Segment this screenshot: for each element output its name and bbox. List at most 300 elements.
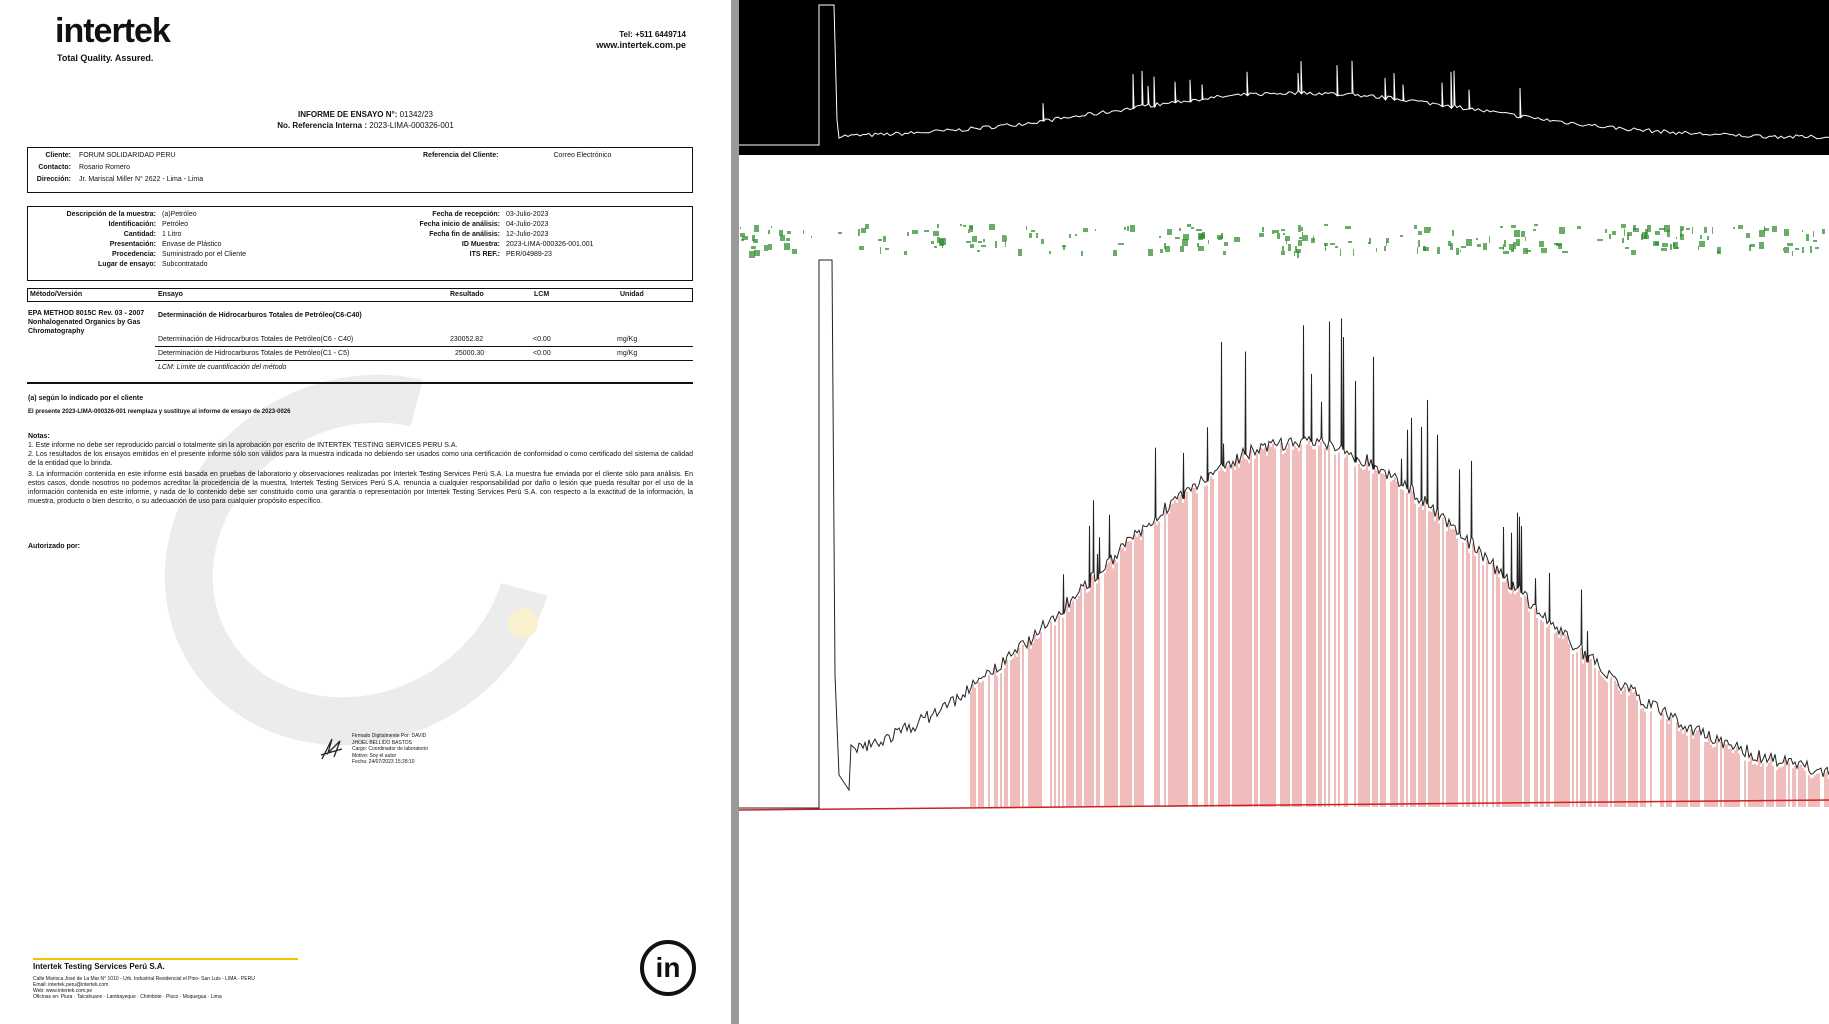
- peak-label-mark: [838, 232, 842, 234]
- peak-label-mark: [968, 229, 970, 233]
- peak-label-mark: [1234, 237, 1240, 242]
- peak-label-mark: [1069, 234, 1071, 238]
- peak-label-mark: [1667, 230, 1670, 237]
- sample-field-label: ID Muestra:: [461, 241, 500, 248]
- peak-label-mark: [1686, 228, 1690, 230]
- peak-label-mark: [1335, 246, 1338, 248]
- peak-label-mark: [1002, 235, 1006, 242]
- table-bottom-rule: [27, 382, 693, 384]
- peak-label-mark: [1813, 231, 1814, 237]
- footer-address: Calle Marisca José de La Mar N° 1010 - Urb. Industrial Residencial el Pino- San Luis - LIMA - PERU: [33, 976, 255, 982]
- footer-offices: Oficinas en: Piura · Talcahuano · Lambayeque · Chimbote · Pisco · Moquegua · Lima: [33, 994, 222, 1000]
- report-number-value: 01342/23: [399, 110, 433, 119]
- peak-label-mark: [970, 244, 974, 248]
- method-cell: EPA METHOD 8015C Rev. 03 - 2007 Nonhalogenated Organics by Gas Chromatography: [28, 310, 145, 335]
- intertek-logo: intertek: [55, 12, 170, 50]
- results-table-header: [27, 288, 693, 302]
- peak-label-mark: [1541, 248, 1547, 253]
- peak-label-mark: [878, 239, 882, 241]
- peak-label-mark: [937, 224, 939, 228]
- result-row-2-lcm: <0.00: [533, 350, 551, 357]
- peak-label-mark: [740, 227, 741, 229]
- peak-label-mark: [1196, 229, 1202, 231]
- peak-label-mark: [1700, 235, 1702, 239]
- peak-label-mark: [787, 231, 791, 234]
- peak-label-mark: [963, 225, 966, 227]
- peak-label-mark: [1461, 246, 1466, 248]
- sample-field: [31, 240, 222, 249]
- sample-field-value: Envase de Plástico: [162, 241, 222, 248]
- peak-label-mark: [1662, 243, 1668, 247]
- peak-label-mark: [1130, 225, 1135, 232]
- peak-label-mark: [1345, 226, 1351, 229]
- watermark-dot: [508, 608, 538, 638]
- peak-label-mark: [1414, 225, 1417, 229]
- peak-label-mark: [1746, 233, 1750, 238]
- peak-label-mark: [771, 226, 772, 228]
- peak-fill-group: [971, 441, 1829, 807]
- peak-label-mark: [1559, 227, 1565, 234]
- sample-field-label: Procedencia:: [112, 251, 156, 258]
- peak-label-mark: [858, 229, 860, 236]
- peak-label-mark: [1661, 248, 1667, 251]
- peak-label-mark: [1483, 243, 1487, 250]
- address-value: Jr. Mariscal Miller N° 2622 - Lima - Lima: [79, 176, 204, 183]
- table-rule: [155, 346, 693, 347]
- signature-line: Motivo: Soy el autor: [352, 752, 397, 759]
- peak-label-mark: [1418, 240, 1420, 247]
- peak-label-mark: [1539, 241, 1544, 247]
- signature-line: Firmado Digitalmente Por: DAVID: [352, 733, 427, 739]
- col-header-unit: Unidad: [620, 291, 644, 298]
- sample-field-label: Fecha inicio de análisis:: [419, 221, 500, 228]
- peak-label-mark: [907, 232, 909, 236]
- peak-label-mark: [1533, 229, 1536, 231]
- peak-label-mark: [768, 230, 770, 234]
- peak-label-mark: [1653, 241, 1659, 246]
- peak-label-mark: [1521, 231, 1525, 237]
- internal-reference-value: 2023-LIMA-000326-001: [369, 121, 454, 130]
- peak-label-mark: [977, 250, 980, 252]
- peak-label-mark: [1622, 238, 1624, 243]
- peak-label-mark: [1503, 251, 1509, 254]
- peak-label-mark: [1692, 227, 1693, 234]
- peak-label-mark: [1787, 243, 1793, 246]
- peak-label-mark: [1006, 236, 1007, 241]
- baseline: [739, 800, 1829, 810]
- peak-label-mark: [1417, 247, 1418, 254]
- peak-label-mark: [780, 235, 785, 241]
- peak-label-mark: [1477, 244, 1481, 247]
- peak-label-mark: [1625, 247, 1629, 249]
- peak-label-mark: [1460, 250, 1461, 252]
- signature-line: JHOEL BELLIDO BASTOS: [352, 739, 413, 746]
- peak-label-mark: [1452, 230, 1454, 236]
- peak-label-mark: [1675, 247, 1679, 249]
- client-ref-label: Referencia del Cliente:: [423, 152, 499, 159]
- footer-web: Web: www.intertek.com.pe: [33, 988, 93, 994]
- sample-field: [358, 250, 552, 259]
- peak-label-mark: [1083, 228, 1088, 232]
- peak-label-mark: [1179, 228, 1181, 231]
- peak-label-mark: [1511, 249, 1514, 252]
- chromatogram-main: [739, 255, 1829, 835]
- peak-label-mark: [983, 239, 985, 242]
- peak-label-mark: [1534, 224, 1538, 226]
- sample-field-label: Fecha de recepción:: [432, 211, 500, 218]
- peak-label-mark: [1330, 243, 1335, 245]
- chromatogram-page: [739, 0, 1829, 1024]
- peak-label-mark: [978, 241, 982, 243]
- peak-label-mark: [1159, 236, 1161, 238]
- note-1: 1. Este informe no debe ser reproducido parcial o totalmente sin la aprobación por escrito de INTERTEK TESTING SERVICES PERU S.A.: [28, 442, 458, 449]
- peak-label-mark: [1075, 234, 1077, 236]
- peak-label-mark: [1815, 247, 1819, 249]
- peak-label-mark: [1698, 246, 1699, 250]
- peak-label-mark: [1324, 224, 1328, 226]
- col-header-result: Resultado: [450, 291, 484, 298]
- peak-label-mark: [1285, 236, 1290, 241]
- peak-label-mark: [1633, 228, 1639, 232]
- peak-label-mark: [1676, 237, 1677, 239]
- peak-label-mark: [934, 246, 937, 248]
- peak-label-mark: [1191, 227, 1194, 229]
- peak-label-mark: [1198, 233, 1203, 240]
- peak-label-mark: [931, 241, 934, 244]
- peak-label-mark: [1624, 229, 1625, 236]
- peak-label-mark: [803, 230, 804, 234]
- client-value: FORUM SOLIDARIDAD PERU: [79, 152, 176, 159]
- col-header-test: Ensayo: [158, 291, 183, 298]
- sample-field-value: 12-Julio-2023: [506, 231, 549, 238]
- notes-title: Notas:: [28, 433, 50, 440]
- peak-label-mark: [1029, 233, 1032, 238]
- peak-label-mark: [1813, 240, 1817, 242]
- peak-label-mark: [1514, 230, 1520, 237]
- peak-label-mark: [792, 249, 797, 254]
- page-gutter: [731, 0, 739, 1024]
- peak-label-mark: [1175, 237, 1180, 239]
- sample-field-label: ITS REF.:: [469, 251, 500, 258]
- peak-label-mark: [1605, 229, 1607, 233]
- peak-label-mark: [1525, 237, 1526, 241]
- peak-label-mark: [1511, 225, 1516, 228]
- peak-label-mark: [1282, 246, 1284, 251]
- sample-field: [358, 230, 548, 239]
- chromatogram-overview: [739, 0, 1829, 155]
- contact-value: Rosario Romero: [79, 164, 130, 171]
- footer-company: Intertek Testing Services Perú S.A.: [33, 962, 165, 971]
- peak-label-mark: [1272, 230, 1274, 234]
- peak-label-mark: [1597, 239, 1603, 241]
- internal-reference: [0, 121, 731, 130]
- client-note: (a) según lo indicado por el cliente: [28, 395, 144, 402]
- peak-label-mark: [1160, 249, 1163, 253]
- peak-label-mark: [1500, 226, 1503, 228]
- peak-label-mark: [1489, 236, 1490, 243]
- peak-label-mark: [1283, 233, 1285, 235]
- peak-label-mark: [1704, 227, 1707, 233]
- peak-label-mark: [966, 241, 971, 243]
- peak-label-mark: [1124, 227, 1126, 230]
- peak-label-mark: [1558, 244, 1562, 249]
- logo-tagline: Total Quality. Assured.: [57, 53, 154, 63]
- peak-label-mark: [1384, 246, 1386, 251]
- peak-label-mark: [1772, 226, 1777, 232]
- sample-field-label: Fecha fin de análisis:: [429, 231, 500, 238]
- peak-label-mark: [754, 225, 759, 232]
- peak-label-mark: [970, 226, 973, 232]
- peak-label-mark: [859, 246, 864, 250]
- peak-label-mark: [1386, 241, 1387, 246]
- peak-label-mark: [1655, 231, 1660, 235]
- peak-label-mark: [1262, 227, 1264, 232]
- overview-trace-path: [739, 5, 1829, 145]
- table-rule: [155, 360, 693, 361]
- peak-label-mark: [1784, 247, 1789, 253]
- peak-label-mark: [883, 236, 886, 242]
- sample-field-label: Lugar de ensayo:: [98, 261, 156, 268]
- peak-label-mark: [1516, 239, 1520, 246]
- peak-label-mark: [995, 241, 997, 248]
- peak-label-mark: [1180, 246, 1184, 252]
- peak-label-mark: [1302, 232, 1303, 235]
- peak-label-mark: [1806, 234, 1809, 241]
- peak-label-mark: [885, 248, 889, 250]
- peak-label-mark: [1049, 251, 1051, 254]
- sample-field-label: Descripción de la muestra:: [66, 211, 156, 218]
- peak-label-mark: [1277, 233, 1280, 239]
- peak-label-mark: [1301, 227, 1303, 231]
- contact-web: www.intertek.com.pe: [596, 40, 686, 50]
- peak-label-mark: [1504, 240, 1506, 247]
- peak-label-mark: [1733, 227, 1735, 229]
- peak-label-mark: [1659, 228, 1665, 230]
- sample-field-value: PER/04989-23: [506, 251, 552, 258]
- note-3: 3. La información contenida en este informe está basada en pruebas de laboratorio y observaciones realizadas por Intertek Testing Services Perú S.A. La muestra fue enviada por el cliente sólo para análisis. En estos casos, donde nosotros no podemos acreditar la procedencia de la muestra, Intertek Testing Services Perú S.A. renuncia a cualquier responsabilidad por daño o lesión que pueda resultar por el uso de la información contenida en este informe, y nada de lo contenido debe ser constituido como una garantía o representación por Intertek Testing Services Perú S.A. con respecto a la exactitud de la información, la muestra, producto o bien descrito, o su adecuación de uso para cualquier propósito específico.: [28, 471, 693, 505]
- contact-label: Contacto:: [38, 164, 71, 171]
- peak-label-mark: [786, 238, 790, 241]
- sample-field: [31, 210, 197, 219]
- client-box: [27, 147, 693, 193]
- peak-label-mark: [1208, 240, 1209, 244]
- peak-label-mark: [740, 233, 745, 237]
- peak-label-mark: [1750, 244, 1755, 247]
- report-page: [0, 0, 731, 1024]
- peak-label-mark: [1324, 243, 1328, 246]
- peak-label-mark: [764, 245, 768, 251]
- peak-label-mark: [1562, 251, 1568, 253]
- sample-field-value: (a)Petróleo: [162, 211, 197, 218]
- sample-field: [358, 240, 594, 249]
- peak-label-mark: [1759, 242, 1764, 249]
- replacement-note: El presente 2023-LIMA-000326-001 reemplaza y sustituye al informe de ensayo de 2023-0026: [28, 409, 291, 415]
- peak-label-mark: [1466, 239, 1472, 246]
- peak-label-mark: [1031, 230, 1035, 232]
- peak-label-mark: [1627, 234, 1629, 240]
- peak-label-mark: [1783, 248, 1784, 251]
- main-trace-path: [739, 260, 1829, 808]
- peak-label-mark: [1641, 234, 1643, 240]
- footer-email: Email: intertek.peru@intertek.com: [33, 982, 109, 988]
- peak-label-mark: [1288, 244, 1291, 251]
- peak-label-mark: [1764, 228, 1769, 231]
- peak-label-mark: [912, 230, 918, 234]
- overview-trace: [739, 0, 1829, 155]
- peak-label-mark: [981, 245, 986, 247]
- sample-field-value: Suministrado por el Cliente: [162, 251, 247, 258]
- peak-label-mark: [1281, 229, 1285, 231]
- peak-label-mark: [1348, 241, 1352, 243]
- peak-label-mark: [1167, 229, 1172, 235]
- peak-label-mark: [1296, 249, 1301, 253]
- test-group-title: Determinación de Hidrocarburos Totales de Petróleo(C6-C40): [158, 312, 362, 319]
- digital-signature-block: [352, 733, 428, 766]
- peak-label-mark: [1369, 238, 1371, 244]
- sample-field: [358, 210, 548, 219]
- signature-mark: [318, 735, 346, 763]
- sample-field-label: Identificación:: [108, 221, 156, 228]
- result-row-1-unit: mg/Kg: [617, 336, 638, 343]
- signature-line: Cargo: Coordinador de laboratorio: [352, 746, 428, 752]
- footer-accent-bar: [33, 958, 298, 960]
- peak-label-mark: [1670, 244, 1672, 250]
- peak-label-mark: [1526, 250, 1531, 252]
- sample-field-label: Cantidad:: [123, 231, 156, 238]
- result-row-1-lcm: <0.00: [533, 336, 551, 343]
- peak-label-mark: [1376, 248, 1377, 252]
- peak-label-mark: [1298, 225, 1301, 232]
- peak-label-mark: [1810, 246, 1812, 253]
- result-row-1-test: Determinación de Hidrocarburos Totales de Petróleo(C6 - C40): [158, 336, 354, 343]
- peak-label-mark: [1063, 246, 1065, 250]
- intertek-round-logo: in: [640, 940, 696, 996]
- sample-field-value: Petróleo: [162, 221, 189, 228]
- peak-label-mark: [1738, 225, 1743, 229]
- peak-label-mark: [933, 231, 939, 236]
- result-row-2-unit: mg/Kg: [617, 350, 638, 357]
- peak-label-mark: [784, 243, 790, 250]
- peak-label-mark: [1450, 243, 1453, 250]
- peak-label-mark: [1795, 248, 1799, 250]
- signature-line: Fecha: 24/07/2023 15:28:10: [352, 759, 415, 765]
- peak-label-mark: [751, 246, 756, 249]
- peak-label-mark: [1224, 242, 1228, 246]
- sample-field: [358, 220, 548, 229]
- peak-label-mark: [1400, 235, 1403, 237]
- result-row-2-value: 25000.30: [455, 350, 485, 357]
- peak-label-mark: [1802, 230, 1803, 232]
- result-row-1-value: 230052.82: [450, 336, 484, 343]
- peak-label-mark: [1164, 243, 1166, 249]
- peak-label-mark: [1577, 226, 1581, 229]
- peak-label-mark: [741, 239, 744, 241]
- peak-label-mark: [1784, 229, 1789, 236]
- peak-label-mark: [989, 224, 995, 230]
- peak-label-mark: [1187, 224, 1191, 227]
- peak-label-mark: [768, 244, 772, 250]
- peak-label-mark: [1430, 227, 1431, 231]
- peak-label-mark: [1274, 230, 1279, 233]
- client-ref-value: Correo Electrónico: [553, 152, 612, 159]
- peak-label-mark: [1707, 236, 1709, 240]
- peak-label-mark: [1712, 227, 1713, 234]
- peak-label-mark: [1183, 234, 1189, 240]
- peak-label-mark: [1041, 239, 1044, 244]
- peak-label-mark: [1424, 227, 1430, 233]
- peak-label-mark: [1182, 239, 1188, 246]
- peak-label-mark: [1802, 247, 1804, 253]
- peak-label-mark: [1609, 234, 1611, 239]
- peak-label-mark: [1456, 248, 1459, 255]
- sample-field: [31, 250, 246, 259]
- sample-field-value: 2023-LIMA-000326-001.001: [506, 241, 594, 248]
- internal-reference-label: No. Referencia Interna :: [277, 121, 368, 130]
- peak-label-mark: [924, 230, 929, 232]
- peak-label-mark: [880, 247, 881, 254]
- peak-label-mark: [940, 238, 946, 245]
- peak-label-mark: [1302, 235, 1308, 241]
- peak-label-mark: [1127, 226, 1129, 231]
- report-number-label: INFORME DE ENSAYO N°:: [298, 110, 398, 119]
- report-number: [0, 110, 731, 119]
- sample-field-label: Presentación:: [109, 241, 156, 248]
- peak-label-mark: [1095, 229, 1096, 231]
- peak-label-mark: [1313, 236, 1314, 241]
- sample-field: [31, 260, 208, 269]
- peak-label-mark: [1217, 235, 1223, 239]
- sample-field: [31, 230, 181, 239]
- col-header-lcm: LCM: [534, 291, 550, 298]
- peak-label-mark: [1717, 251, 1720, 253]
- lcm-note: LCM: Límite de cuantificación del método: [158, 364, 287, 371]
- peak-label-mark: [1673, 243, 1675, 247]
- peak-label-mark: [1612, 231, 1616, 235]
- peak-label-mark: [1621, 224, 1626, 228]
- peak-label-mark: [1423, 247, 1429, 251]
- peak-label-mark: [1699, 241, 1705, 247]
- peak-label-mark: [1118, 243, 1124, 245]
- peak-label-mark: [1298, 240, 1302, 246]
- peak-label-mark: [1036, 233, 1038, 238]
- sample-field-value: Subcontratado: [162, 261, 208, 268]
- peak-label-mark: [1437, 247, 1440, 254]
- client-label: Cliente:: [45, 152, 71, 159]
- peak-label-mark: [1259, 233, 1264, 237]
- address-label: Dirección:: [36, 176, 71, 183]
- peak-label-mark: [1026, 226, 1027, 230]
- col-header-method: Método/Versión: [30, 291, 83, 298]
- peak-label-mark: [1822, 229, 1825, 234]
- note-2: 2. Los resultados de los ensayos emitidos en el presente informe sólo son válidos para la muestra indicada no debiendo ser usados como una certificación de conformidad o como certificado del sistema de calidad de la entidad que lo brinda.: [28, 451, 693, 467]
- peak-label-mark: [1680, 230, 1682, 237]
- peak-label-mark: [811, 236, 812, 238]
- contact-phone: Tel: +511 6449714: [619, 30, 686, 39]
- peak-label-mark: [752, 235, 755, 241]
- peak-label-mark: [861, 228, 866, 233]
- peak-label-mark: [1198, 246, 1204, 251]
- peak-label-mark: [1645, 229, 1648, 235]
- peak-label-mark: [1476, 238, 1478, 240]
- sample-field: [31, 220, 188, 229]
- peak-label-mark: [1554, 243, 1558, 245]
- peak-label-mark: [960, 224, 962, 226]
- result-row-2-test: Determinación de Hidrocarburos Totales de Petróleo(C1 - C5): [158, 350, 350, 357]
- sample-field-value: 1 Litro: [162, 231, 182, 238]
- sample-field-value: 04-Julio-2023: [506, 221, 549, 228]
- peak-label-mark: [1418, 231, 1422, 235]
- sample-box: [27, 206, 693, 281]
